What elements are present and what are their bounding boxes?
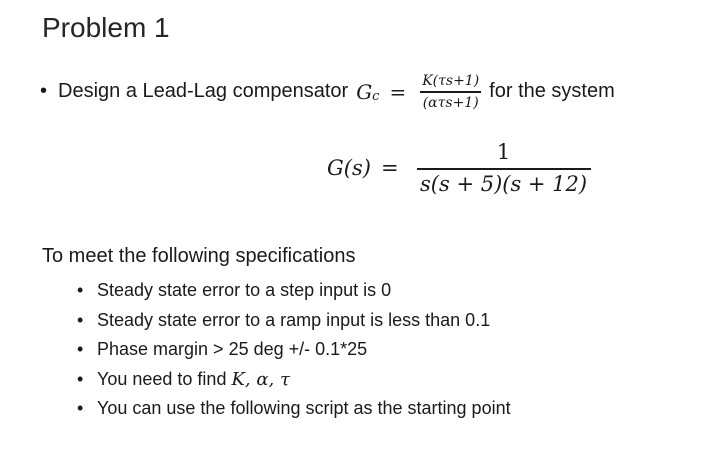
compensator-numerator: K(τs+1) [422,73,480,89]
spec-item [77,365,511,395]
specs-list [77,276,511,424]
compensator-denominator: (ατs+1) [422,94,479,111]
spec-text: Steady state error to a step input is 0 [97,280,392,301]
compensator-symbol: G [356,79,373,104]
spec-text: Phase margin > 25 deg +/- 0.1*25 [97,339,368,360]
spec-text: Steady state error to a ramp input is less than 0.1 [97,309,491,330]
plant-equals: = [380,155,399,180]
intro-bullet [40,73,615,111]
spec-text: You need to find [97,368,227,389]
spec-item [77,335,511,365]
spec-item [77,306,511,336]
bullet-dot: • [77,368,84,389]
spec-item [77,394,511,424]
fraction-bar [420,91,481,93]
spec-math-variables: K, α, τ [231,368,290,390]
plant-equation [327,140,591,196]
spec-text: You can use the following script as the starting point [97,398,511,419]
bullet-dot: • [77,280,84,301]
plant-denominator: s(s + 5)(s + 12) [420,171,588,196]
plant-fraction [417,140,591,196]
spec-item [77,276,511,306]
bullet-dot: • [77,339,84,360]
intro-suffix: for the system [489,80,615,103]
slide-title: Problem 1 [42,12,170,43]
equals-sign: = [389,79,407,104]
compensator-subscript: c [372,89,380,105]
plant-lhs: G(s) [327,155,371,180]
bullet-dot: • [77,309,84,330]
specs-heading: To meet the following specifications [42,245,356,267]
intro-prefix: Design a Lead-Lag compensator [58,80,349,103]
bullet-dot: • [77,398,84,419]
compensator-fraction [420,73,481,111]
plant-numerator: 1 [496,140,511,164]
bullet-dot: • [40,80,48,103]
